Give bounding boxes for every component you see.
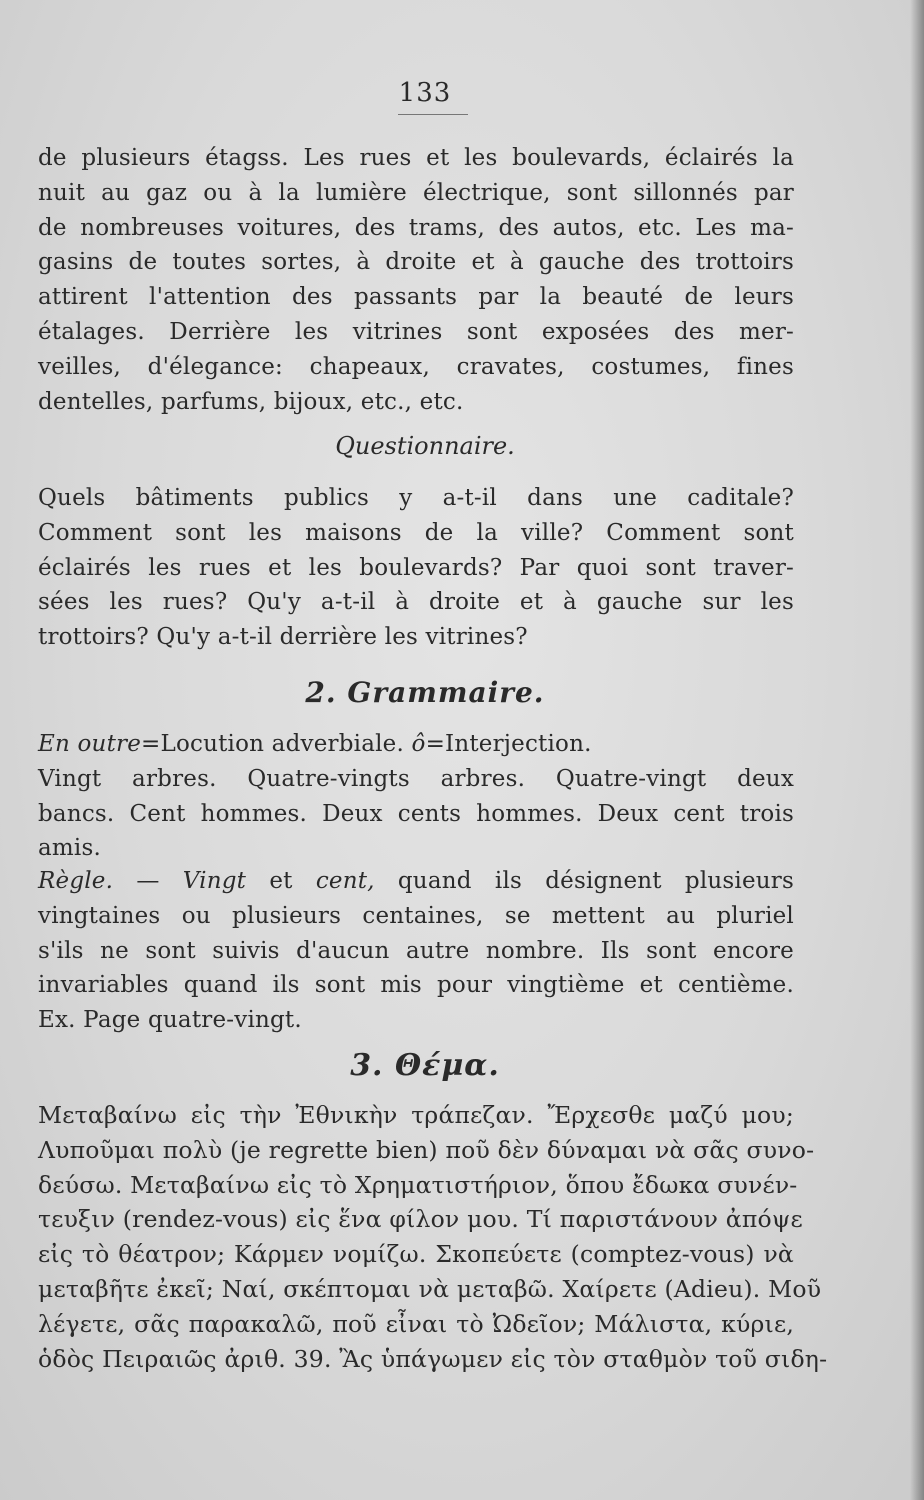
text-line: Comment sont les maisons de la ville? Comment sont [38, 519, 794, 546]
questionnaire-heading: Questionnaire. [335, 432, 515, 460]
text-line: λέγετε, σᾶς παρακαλῶ, ποῦ εἶναι τὸ Ὠδεῖον; Μάλιστα, κύριε, [38, 1309, 794, 1338]
rule-connector: et [246, 868, 316, 894]
definition-term: En outre [38, 731, 142, 757]
thema-paragraph [38, 1098, 828, 1376]
text-line: τευξιν (rendez-vous) εἰς ἕνα φίλον μου. Τί παριστάνουν ἀπόψε [38, 1205, 803, 1234]
definition-text: =Locution adverbiale. [141, 731, 404, 757]
rule-word: Vingt [182, 868, 247, 894]
text-line: δεύσω. Μεταβαίνω εἰς τὸ Χρηματιστήριον, ὅπου ἔδωκα συνέν- [38, 1170, 798, 1199]
text-line: dentelles, parfums, bijoux, etc., etc. [38, 388, 464, 415]
text-line: sées les rues? Qu'y a-t-il à droite et à gauche sur les [38, 589, 794, 616]
text-line: Λυποῦμαι πολὺ (je regrette bien) ποῦ δὲν δύναμαι νὰ σᾶς συνο- [38, 1135, 815, 1164]
paragraph-city-description [38, 141, 794, 419]
text-line: veilles, d'élegance: chapeaux, cravates, costumes, fines [38, 353, 794, 380]
text-line: Vingt arbres. Quatre-vingts arbres. Quatre-vingt deux [38, 765, 794, 792]
text-line: bancs. Cent hommes. Deux cents hommes. Deux cent trois [38, 800, 794, 827]
text-line: éclairés les rues et les boulevards? Par quoi sont traver- [38, 554, 794, 581]
text-line: trottoirs? Qu'y a-t-il derrière les vitrines? [38, 624, 528, 651]
text-line: Quels bâtiments publics y a-t-il dans une caditale? [38, 485, 794, 511]
text-line: de plusieurs étagss. Les rues et les boulevards, éclairés la [38, 145, 794, 171]
text-line: Ex. Page quatre-vingt. [38, 1007, 302, 1034]
page-number: 133 [398, 78, 452, 108]
grammaire-heading: 2. Grammaire. [305, 676, 545, 709]
text-line: étalages. Derrière les vitrines sont exposées des mer- [38, 318, 794, 345]
text-line: de nombreuses voitures, des trams, des autos, etc. Les ma- [38, 214, 794, 241]
rule-word: cent, [315, 868, 375, 894]
text-line: nuit au gaz ou à la lumière électrique, sont sillonnés par [38, 179, 794, 206]
text-line: gasins de toutes sortes, à droite et à gauche des trottoirs [38, 249, 794, 276]
text-line: invariables quand ils sont mis pour vingtième et centième. [38, 972, 794, 999]
text-line: Μεταβαίνω εἰς τὴν Ἐθνικὴν τράπεζαν. Ἔρχεσθε μαζύ μου; [38, 1101, 794, 1129]
questionnaire-paragraph [38, 481, 794, 655]
rule-text: quand ils désignent plusieurs [374, 868, 794, 894]
rule-first-line [38, 864, 794, 899]
grammaire-rule [38, 864, 794, 1038]
grammaire-examples [38, 727, 794, 866]
rule-dash: — [113, 868, 183, 894]
rule-label: Règle. [38, 868, 114, 894]
text-line: attirent l'attention des passants par la beauté de leurs [38, 284, 794, 311]
text-line: μεταβῆτε ἐκεῖ; Ναί, σκέπτομαι νὰ μεταβῶ. Χαίρετε (Adieu). Μοῦ [38, 1274, 822, 1303]
definition-term: ô [411, 731, 426, 757]
definition-line [38, 727, 794, 762]
thema-heading: 3. Θέμα. [350, 1048, 500, 1083]
text-line: amis. [38, 835, 101, 862]
text-line: εἰς τὸ θέατρον; Κάρμεν νομίζω. Σκοπεύετε (comptez-vous) νὰ [38, 1240, 794, 1269]
text-line: s'ils ne sont suivis d'aucun autre nombre. Ils sont encore [38, 937, 794, 964]
text-line: vingtaines ou plusieurs centaines, se mettent au pluriel [38, 902, 794, 929]
definition-text: =Interjection. [425, 731, 592, 757]
page-number-rule [398, 114, 468, 115]
text-line: ὁδὸς Πειραιῶς ἀριθ. 39. Ἂς ὑπάγωμεν εἰς τὸν σταθμὸν τοῦ σιδη- [38, 1344, 828, 1373]
